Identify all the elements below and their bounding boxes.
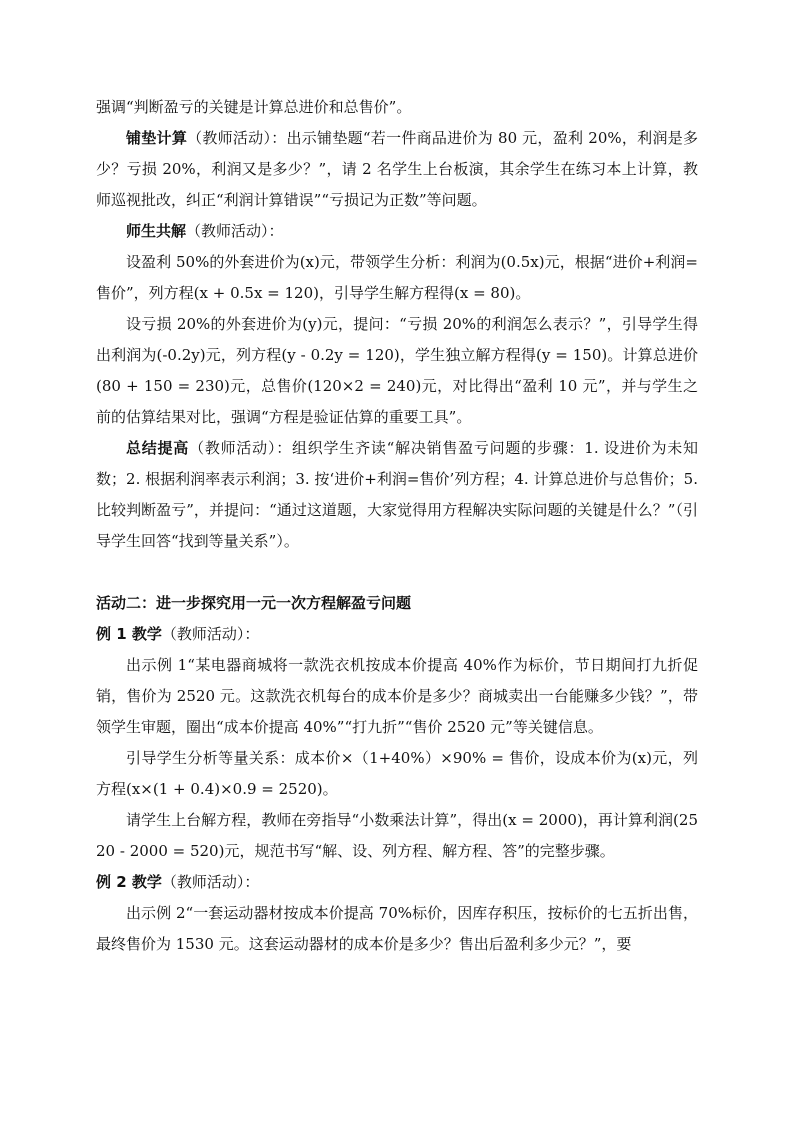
joint-solution-label: 师生共解: [126, 222, 187, 240]
paragraph-profit-case: 设盈利 50%的外套进价为(x)元，带领学生分析：利润为(0.5x)元，根据“进价+利润=售价”，列方程(x + 0.5x = 120)，引导学生解方程得(x = 80)。: [96, 253, 698, 302]
example-2-label: 例 2 教学: [96, 873, 162, 891]
paragraph-example-2-problem: 出示例 2“一套运动器材按成本价提高 70%标价，因库存积压，按标价的七五折出售，最终售价为 1530 元。这套运动器材的成本价是多少？售出后盈利多少元？”，要: [96, 904, 698, 953]
summary-text: （教师活动）：组织学生齐读“解决销售盈亏问题的步骤：1. 设进价为未知数；2. 根据利润率表示利润；3. 按‘进价+利润=售价’列方程；4. 计算总进价与总售价；5. 比较判断盈亏”，并提问：“通过这道题，大家觉得用方程解决实际问题的关键是什么？”（引导学生回答“找到等量关系”）。: [96, 439, 698, 550]
document-page: [96, 92, 698, 960]
paragraph-example-1-analysis: 引导学生分析等量关系：成本价×（1+40%）×90% = 售价，设成本价为(x)元，列方程(x×(1 + 0.4)×0.9 = 2520)。: [96, 749, 698, 798]
paragraph-preliminary-calculation: [96, 123, 698, 216]
preliminary-calculation-label: 铺垫计算: [126, 129, 188, 147]
preliminary-calculation-text: （教师活动）：出示铺垫题“若一件商品进价为 80 元，盈利 20%，利润是多少？亏损 20%，利润又是多少？”，请 2 名学生上台板演，其余学生在练习本上计算，教师巡视批改，纠正“利润计算错误”“亏损记为正数”等问题。: [96, 129, 698, 209]
paragraph-emphasis: 强调“判断盈亏的关键是计算总进价和总售价”。: [96, 98, 412, 116]
example-2-text: （教师活动）：: [161, 873, 260, 891]
paragraph-summary: [96, 433, 698, 557]
paragraph-example-1-heading: [96, 619, 698, 650]
summary-label: 总结提高: [126, 439, 190, 457]
section-heading-activity-2: 活动二：进一步探究用一元一次方程解盈亏问题: [96, 594, 412, 612]
paragraph-loss-case: 设亏损 20%的外套进价为(y)元，提问：“亏损 20%的利润怎么表示？”，引导学生得出利润为(-0.2y)元，列方程(y - 0.2y = 120)，学生独立解方程得(y = 150)。计算总进价(80 + 150 = 230)元，总售价(120×2 = 240)元，对比得出“盈利 10 元”，并与学生之前的估算结果对比，强调“方程是验证估算的重要工具”。: [96, 315, 698, 426]
paragraph-joint-solution: [96, 216, 698, 247]
joint-solution-text: （教师活动）：: [186, 222, 284, 240]
section-spacer: [96, 557, 698, 588]
example-1-label: 例 1 教学: [96, 625, 162, 643]
paragraph-example-1-solution: 请学生上台解方程，教师在旁指导“小数乘法计算”，得出(x = 2000)，再计算利润(2520 - 2000 = 520)元，规范书写“解、设、列方程、解方程、答”的完整步骤。: [96, 811, 698, 860]
paragraph-example-2-heading: [96, 867, 698, 898]
paragraph-example-1-problem: 出示例 1“某电器商城将一款洗衣机按成本价提高 40%作为标价，节日期间打九折促销，售价为 2520 元。这款洗衣机每台的成本价是多少？商城卖出一台能赚多少钱？”，带领学生审题，圈出“成本价提高 40%”“打九折”“售价 2520 元”等关键信息。: [96, 656, 698, 736]
example-1-text: （教师活动）：: [161, 625, 260, 643]
